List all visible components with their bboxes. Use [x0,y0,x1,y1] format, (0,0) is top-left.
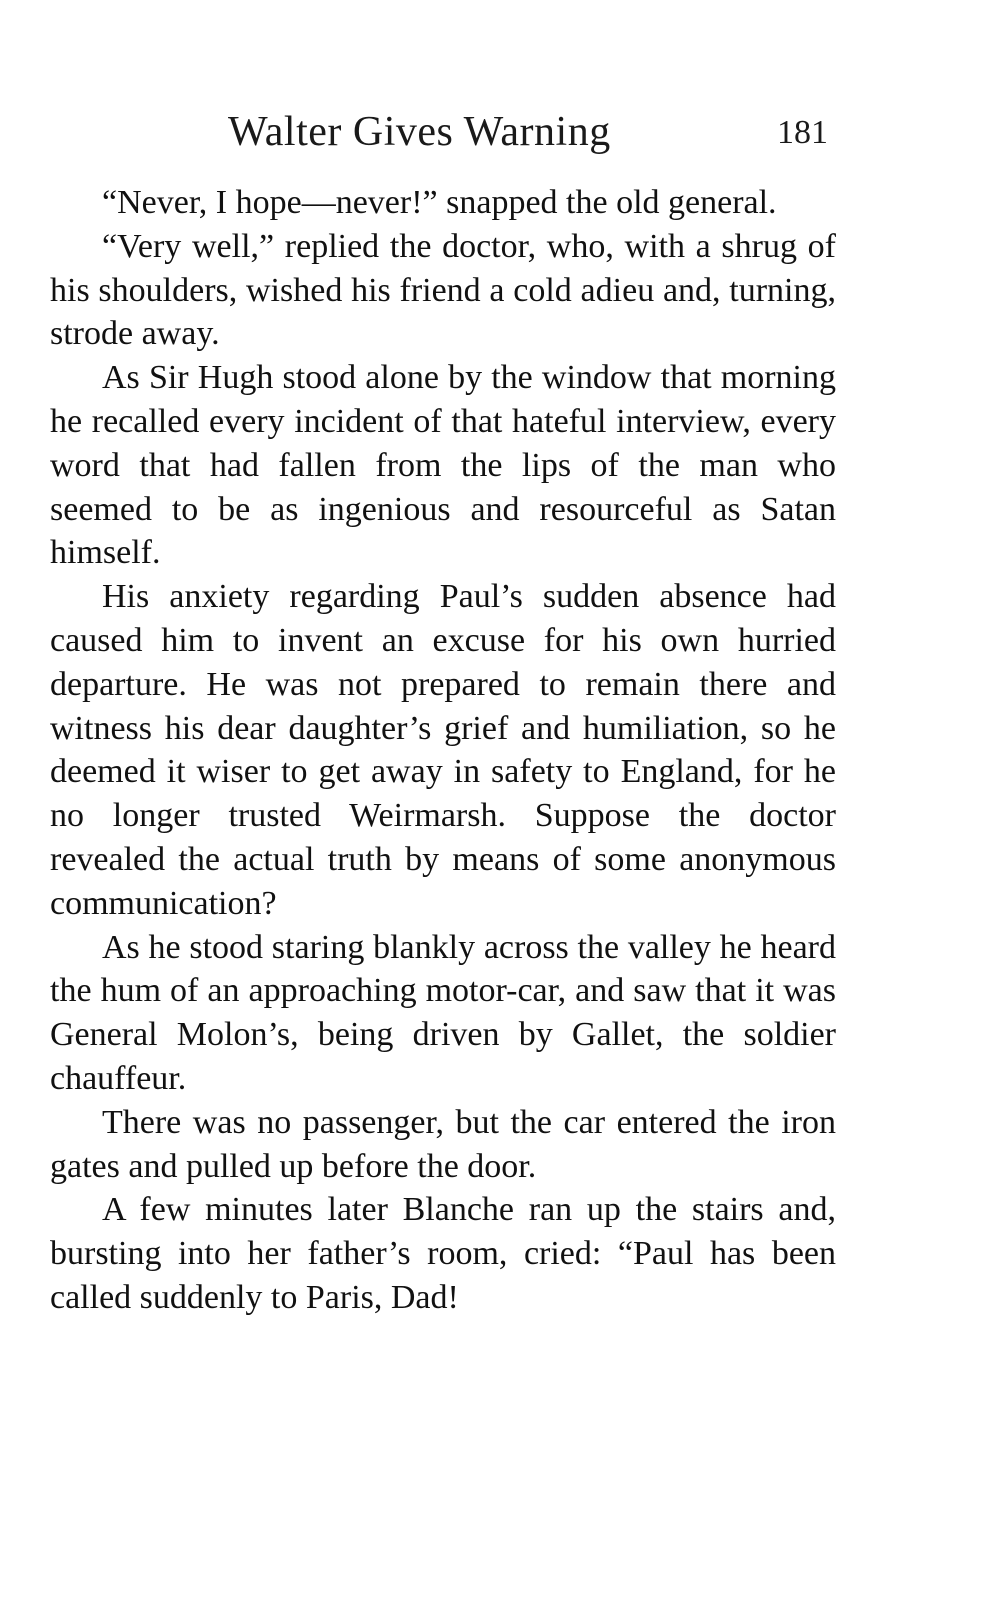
body-text [50,181,836,1320]
chapter-title: Walter Gives Warning [228,109,611,155]
page-number: 181 [777,114,828,151]
paragraph: There was no passenger, but the car entered the iron gates and pulled up before the door. [50,1103,836,1185]
paragraph: His anxiety regarding Paul’s sudden absence had caused him to invent an excuse for his own hurried departure. He was not prepared to remain there and witness his dear daughter’s grief and humiliation, so he deemed it wiser to get away in safety to England, for he no longer trusted Weirmarsh. Suppose the doctor revealed the actual truth by means of some anonymous communication? [50,578,836,922]
paragraph: As he stood staring blankly across the valley he heard the hum of an approaching motor-car, and saw that it was General Molon’s, being driven by Gallet, the soldier chauffeur. [50,928,836,1097]
paragraph: As Sir Hugh stood alone by the window that morning he recalled every incident of that hateful interview, every word that had fallen from the lips of the man who seemed to be as ingenious and resourceful as Satan himself. [50,359,836,572]
running-head [0,108,1000,168]
paragraph: A few minutes later Blanche ran up the stairs and, bursting into her father’s room, cried: “Paul has been called suddenly to Paris, Dad! [50,1191,836,1316]
paragraph: “Very well,” replied the doctor, who, with a shrug of his shoulders, wished his friend a cold adieu and, turning, strode away. [50,227,836,353]
paragraph: “Never, I hope—never!” snapped the old general. [102,184,777,221]
